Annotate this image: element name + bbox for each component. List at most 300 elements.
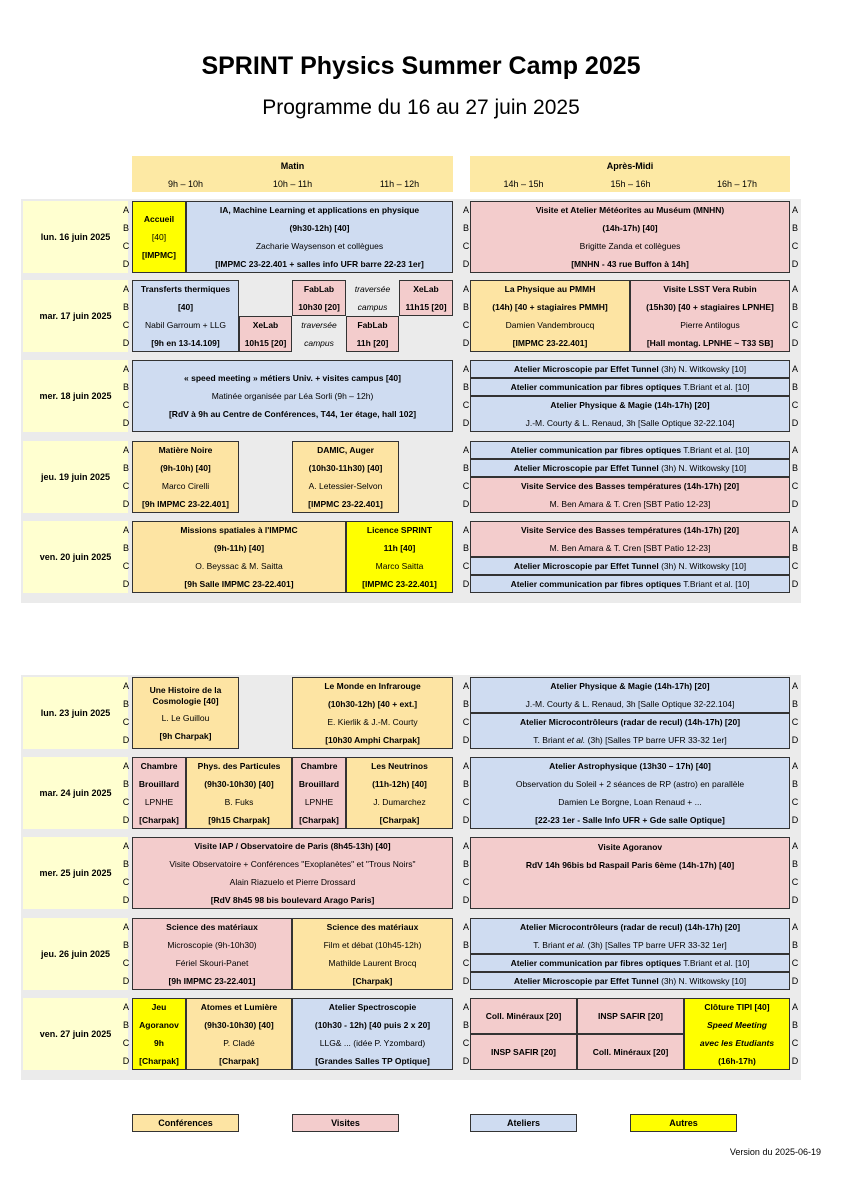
event-xelab	[399, 280, 453, 316]
row-letter: C	[122, 481, 130, 491]
event-line: campus	[357, 302, 388, 312]
row-letter: B	[462, 1020, 469, 1030]
row-letter: A	[791, 205, 798, 215]
row-letter: B	[462, 382, 469, 392]
row-letter: C	[122, 241, 130, 251]
event-damic	[292, 441, 399, 513]
event-meteorites	[470, 201, 790, 273]
event-line: Brigitte Zanda et collègues	[579, 241, 681, 251]
event-line: Observation du Soleil + 2 séances de RP (astro) en parallèle	[515, 779, 745, 789]
row-letter: A	[122, 841, 129, 851]
event-line: (11h-12h) [40]	[372, 779, 427, 789]
event-line: (9h-11h) [40]	[213, 543, 265, 553]
event-title: Visite LSST Vera Rubin	[663, 284, 757, 294]
row-letter: C	[462, 877, 470, 887]
row-letter: C	[791, 561, 799, 571]
event-title: Atelier communication par fibres optiques	[510, 579, 682, 589]
event-title: Matière Noire	[158, 445, 213, 455]
day-label: lun. 23 juin 2025	[23, 677, 128, 749]
row-letter: C	[122, 797, 130, 807]
event-line: T.Briant et al. [10]	[681, 579, 750, 589]
row-letter: D	[122, 735, 130, 745]
event-science-materiaux	[132, 918, 292, 990]
row-letter: D	[122, 1056, 130, 1066]
event-microscopie	[470, 557, 790, 575]
event-lsst	[630, 280, 790, 352]
event-title: Missions spatiales à l'IMPMC	[180, 525, 298, 535]
day-label: mar. 17 juin 2025	[23, 280, 128, 352]
row-letter: C	[791, 958, 799, 968]
event-title: Atelier Spectroscopie	[328, 1002, 417, 1012]
event-line: Speed Meeting	[707, 1020, 767, 1030]
row-letter: C	[122, 958, 130, 968]
event-line: (3h) [Salles TP barre UFR 33-32 1er]	[585, 735, 727, 745]
event-astrophysique	[470, 757, 790, 829]
slot-label: 11h – 12h	[379, 179, 420, 189]
row-letter: A	[791, 761, 798, 771]
event-line: (3h) N. Witkowsky [10]	[658, 364, 747, 374]
event-neutrinos	[346, 757, 453, 829]
event-insp-safir	[577, 998, 684, 1034]
row-letter: D	[462, 976, 470, 986]
event-line: L. Le Guillou	[161, 712, 210, 723]
event-line: (10h30-11h30) [40]	[308, 463, 383, 473]
event-title: Brouillard	[298, 779, 340, 789]
row-letter: B	[791, 779, 798, 789]
slot-label: 10h – 11h	[272, 179, 313, 189]
row-letter: D	[462, 259, 470, 269]
event-room: [9h Charpak]	[159, 730, 212, 741]
row-letter: C	[122, 400, 130, 410]
event-line: (9h30-10h30) [40]	[204, 779, 274, 789]
event-line: (16h-17h)	[718, 1056, 756, 1066]
event-line: J. Dumarchez	[373, 797, 426, 807]
event-matiere-noire	[132, 441, 239, 513]
row-letter: C	[462, 1038, 470, 1048]
event-room: [10h30 Amphi Charpak]	[325, 735, 420, 745]
event-infrarouge	[292, 677, 453, 749]
event-title: « speed meeting » métiers Univ. + visites campus [40]	[184, 373, 401, 383]
row-letter: A	[791, 445, 798, 455]
row-letter: A	[791, 922, 798, 932]
event-line: [40]	[151, 232, 167, 242]
row-letter: D	[122, 976, 130, 986]
event-missions	[132, 521, 346, 593]
slot-label: 15h – 16h	[610, 179, 651, 189]
event-room: [IMPMC 23-22.401]	[308, 499, 383, 509]
event-room: [IMPMC 23-22.401]	[362, 579, 437, 589]
row-letter: B	[791, 382, 798, 392]
row-letter: C	[462, 717, 470, 727]
event-room: [IMPMC 23-22.401 + salles info UFR barre 22-23 1er]	[215, 259, 424, 269]
row-letter: D	[791, 499, 799, 509]
event-speed-meeting	[132, 360, 453, 432]
event-collection-mineraux	[470, 998, 577, 1034]
day-label: ven. 27 juin 2025	[23, 998, 128, 1070]
event-microscopie	[470, 360, 790, 378]
event-line: J.-M. Courty & L. Renaud, 3h [Salle Optique 32-22.104]	[525, 699, 735, 709]
row-letter: A	[462, 761, 469, 771]
row-letter: C	[791, 320, 799, 330]
event-science-materiaux	[292, 918, 453, 990]
row-letter: D	[791, 418, 799, 428]
row-letter: A	[462, 364, 469, 374]
row-letter: A	[462, 681, 469, 691]
event-room: [Charpak]	[219, 1056, 259, 1066]
event-line: A. Letessier-Selvon	[308, 481, 383, 491]
row-letter: D	[791, 259, 799, 269]
event-title: XeLab	[252, 320, 279, 330]
event-title: Chambre	[140, 761, 178, 771]
event-room: [22-23 1er - Salle Info UFR + Gde salle Optique]	[535, 815, 725, 825]
event-title: Atelier Physique & Magie (14h-17h) [20]	[550, 400, 710, 410]
legend-visites: Visites	[292, 1114, 399, 1132]
event-room: [RdV 8h45 98 bis boulevard Arago Paris]	[210, 895, 375, 905]
row-letter: B	[791, 940, 798, 950]
event-line: avec les Etudiants	[699, 1038, 775, 1048]
event-fibres	[470, 575, 790, 593]
event-room: [Charpak]	[379, 815, 420, 825]
row-letter: B	[462, 859, 469, 869]
event-basses-temperatures	[470, 477, 790, 513]
event-line: LPNHE	[144, 797, 174, 807]
event-room: [Charpak]	[139, 815, 179, 825]
row-letter: B	[791, 223, 798, 233]
row-letter: A	[122, 364, 129, 374]
row-letter: C	[462, 400, 470, 410]
row-letter: D	[791, 735, 799, 745]
row-letter: A	[791, 525, 798, 535]
row-letter: B	[791, 463, 798, 473]
event-physique-particules	[186, 757, 292, 829]
row-letter: C	[791, 241, 799, 251]
event-accueil	[132, 201, 186, 273]
day-label: ven. 20 juin 2025	[23, 521, 128, 593]
event-line: 10h30 [20]	[298, 302, 340, 312]
event-line: Damien Vandembroucq	[505, 320, 595, 330]
event-title: Licence SPRINT	[366, 525, 433, 535]
event-magie	[470, 396, 790, 432]
event-room: [Charpak]	[352, 976, 393, 986]
event-title: Une Histoire de la Cosmologie [40]	[149, 684, 222, 706]
row-letter: C	[791, 400, 799, 410]
event-line: Pierre Antilogus	[680, 320, 740, 330]
event-room: [Charpak]	[139, 1056, 179, 1066]
event-collection-mineraux	[577, 1034, 684, 1070]
event-line: Damien Le Borgne, Loan Renaud + ...	[558, 797, 702, 807]
event-line: Marco Cirelli	[161, 481, 210, 491]
event-title: Atelier Physique & Magie (14h-17h) [20]	[550, 681, 710, 691]
event-line: T. Briant	[533, 735, 567, 745]
event-microscopie	[470, 972, 790, 990]
row-letter: A	[791, 841, 798, 851]
version-label: Version du 2025-06-19	[729, 1147, 821, 1157]
event-title: Brouillard	[138, 779, 180, 789]
row-letter: A	[462, 1002, 469, 1012]
row-letter: B	[791, 302, 798, 312]
event-line: et al.	[566, 940, 586, 950]
event-title: INSP SAFIR [20]	[490, 1047, 557, 1057]
event-room: [Hall montag. LPNHE ~ T33 SB]	[646, 338, 774, 348]
event-title: Visite Service des Basses températures (14h-17h) [20]	[520, 481, 740, 491]
event-licence	[346, 521, 453, 593]
legend-ateliers: Ateliers	[470, 1114, 577, 1132]
event-room: [9h IMPMC 23-22.401]	[142, 499, 229, 509]
event-title: Accueil	[143, 214, 175, 224]
row-letter: A	[462, 284, 469, 294]
event-histoire-cosmologie	[132, 677, 239, 749]
event-title: Atomes et Lumière	[200, 1002, 278, 1012]
event-xelab	[239, 316, 292, 352]
event-line: T. Briant	[533, 940, 567, 950]
event-magie	[470, 677, 790, 713]
event-title: Visite Agoranov	[597, 842, 663, 852]
row-letter: C	[122, 717, 130, 727]
day-label: jeu. 19 juin 2025	[23, 441, 128, 513]
event-line: (14h-17h) [40]	[602, 223, 658, 233]
event-title: Visite Service des Basses températures (14h-17h) [20]	[520, 525, 740, 535]
event-line: (9h30-12h) [40]	[289, 223, 350, 233]
event-line: (14h) [40 + stagiaires PMMH]	[492, 302, 608, 312]
event-line: Mathilde Laurent Brocq	[328, 958, 417, 968]
row-letter: D	[122, 895, 130, 905]
event-jeu-agoranov	[132, 998, 186, 1070]
event-line: Visite Observatoire + Conférences "Exoplanètes" et "Trous Noirs"	[169, 859, 416, 869]
row-letter: C	[462, 797, 470, 807]
event-line: (10h30 - 12h) [40 puis 2 x 20]	[314, 1020, 431, 1030]
row-letter: D	[462, 499, 470, 509]
event-title: Coll. Minéraux [20]	[592, 1047, 669, 1057]
row-letter: A	[462, 445, 469, 455]
event-title: Atelier communication par fibres optiques	[510, 958, 682, 968]
row-letter: A	[122, 525, 129, 535]
event-room: [MNHN - 43 rue Buffon à 14h]	[571, 259, 689, 269]
row-letter: B	[791, 699, 798, 709]
event-transferts	[132, 280, 239, 352]
row-letter: D	[122, 259, 130, 269]
event-line: Fériel Skouri-Panet	[175, 958, 249, 968]
event-room: [9h15 Charpak]	[208, 815, 270, 825]
event-line: J.-M. Courty & L. Renaud, 3h [Salle Optique 32-22.104]	[525, 418, 735, 428]
event-fibres	[470, 441, 790, 459]
event-chambre-brouillard	[292, 757, 346, 829]
event-iap	[132, 837, 453, 909]
event-line: 11h [20]	[356, 338, 389, 348]
event-line: Film et débat (10h45-12h)	[323, 940, 422, 950]
row-letter: D	[791, 338, 799, 348]
row-letter: D	[122, 499, 130, 509]
row-letter: D	[122, 579, 130, 589]
row-letter: B	[791, 543, 798, 553]
row-letter: C	[462, 320, 470, 330]
event-title: La Physique au PMMH	[504, 284, 596, 294]
row-letter: C	[791, 797, 799, 807]
event-title: FabLab	[303, 284, 335, 294]
row-letter: A	[462, 525, 469, 535]
event-room: [IMPMC]	[142, 250, 176, 260]
row-letter: B	[462, 302, 469, 312]
row-letter: B	[462, 223, 469, 233]
row-letter: A	[122, 681, 129, 691]
event-line: (9h30-10h30) [40]	[204, 1020, 274, 1030]
row-letter: D	[462, 579, 470, 589]
row-letter: D	[791, 1056, 799, 1066]
event-line: Matinée organisée par Léa Sorli (9h – 12h)	[211, 391, 374, 401]
row-letter: D	[462, 338, 470, 348]
row-letter: B	[122, 223, 129, 233]
event-title: XeLab	[413, 284, 439, 294]
event-line: Zacharie Waysenson et collègues	[255, 241, 384, 251]
event-room: [Charpak]	[299, 815, 339, 825]
event-title: Atelier Microscopie par Effet Tunnel	[513, 364, 659, 374]
event-line: T.Briant et al. [10]	[681, 445, 750, 455]
event-microscopie	[470, 459, 790, 477]
event-line: P. Cladé	[223, 1038, 255, 1048]
row-letter: B	[462, 463, 469, 473]
event-line: O. Beyssac & M. Saitta	[195, 561, 283, 571]
event-line: T.Briant et al. [10]	[681, 382, 750, 392]
row-letter: B	[122, 543, 129, 553]
event-title: DAMIC, Auger	[317, 445, 374, 455]
event-line: E. Kierlik & J.-M. Courty	[327, 717, 418, 727]
event-line: (3h) N. Witkowsky [10]	[658, 976, 747, 986]
event-line: (3h) [Salles TP barre UFR 33-32 1er]	[585, 940, 727, 950]
day-label: jeu. 26 juin 2025	[23, 918, 128, 990]
event-ia	[186, 201, 453, 273]
row-letter: D	[462, 895, 470, 905]
row-letter: A	[122, 761, 129, 771]
event-title: Atelier communication par fibres optiques	[510, 445, 682, 455]
event-line: LLG& ... (idée P. Yzombard)	[319, 1038, 426, 1048]
event-fibres	[470, 378, 790, 396]
event-title: Les Neutrinos	[371, 761, 428, 771]
day-label: mar. 24 juin 2025	[23, 757, 128, 829]
row-letter: B	[462, 699, 469, 709]
event-room: [IMPMC 23-22.401]	[512, 338, 588, 348]
event-title: Atelier communication par fibres optiques	[510, 382, 682, 392]
row-letter: C	[791, 877, 799, 887]
row-letter: C	[122, 320, 130, 330]
event-pmmh	[470, 280, 630, 352]
row-letter: D	[462, 418, 470, 428]
event-title: Atelier Microscopie par Effet Tunnel	[513, 976, 659, 986]
row-letter: A	[791, 284, 798, 294]
event-title: IA, Machine Learning et applications en physique	[219, 205, 420, 215]
event-title: Visite IAP / Observatoire de Paris (8h45-13h) [40]	[194, 841, 391, 851]
event-title: Transferts thermiques	[140, 284, 231, 294]
event-title: Atelier Microscopie par Effet Tunnel	[513, 463, 659, 473]
event-line: Nabil Garroum + LLG	[144, 320, 227, 330]
row-letter: D	[791, 976, 799, 986]
row-letter: B	[122, 463, 129, 473]
row-letter: B	[462, 940, 469, 950]
event-line: (10h30-12h) [40 + ext.]	[327, 699, 418, 709]
row-letter: C	[122, 561, 130, 571]
event-title: Chambre	[300, 761, 338, 771]
event-title: Clôture TIPI [40]	[704, 1002, 770, 1012]
event-basses-temperatures	[470, 521, 790, 557]
page-subtitle: Programme du 16 au 27 juin 2025	[262, 96, 580, 119]
row-letter: D	[462, 1056, 470, 1066]
row-letter: A	[791, 364, 798, 374]
event-line: LPNHE	[304, 797, 334, 807]
event-room: [Grandes Salles TP Optique]	[315, 1056, 430, 1066]
event-title: FabLab	[357, 320, 388, 330]
event-room: [9h IMPMC 23-22.401]	[168, 976, 256, 986]
row-letter: A	[122, 284, 129, 294]
row-letter: A	[122, 205, 129, 215]
row-letter: D	[122, 418, 130, 428]
event-line: Marco Saitta	[375, 561, 424, 571]
row-letter: B	[791, 859, 798, 869]
row-letter: C	[791, 481, 799, 491]
afternoon-label: Après-Midi	[606, 161, 654, 171]
row-letter: D	[791, 895, 799, 905]
row-letter: A	[462, 841, 469, 851]
row-letter: D	[122, 815, 130, 825]
row-letter: D	[791, 815, 799, 825]
row-letter: B	[462, 779, 469, 789]
row-letter: D	[791, 579, 799, 589]
event-line: RdV 14h 96bis bd Raspail Paris 6ème (14h-17h) [40]	[525, 860, 735, 870]
traversee-campus	[346, 280, 399, 316]
event-spectroscopie	[292, 998, 453, 1070]
slot-label: 16h – 17h	[716, 179, 758, 189]
event-atomes-lumiere	[186, 998, 292, 1070]
row-letter: D	[462, 815, 470, 825]
event-line: B. Fuks	[224, 797, 254, 807]
event-line: 11h [40]	[383, 543, 416, 553]
row-letter: C	[462, 241, 470, 251]
event-title: Science des matériaux	[166, 922, 258, 932]
event-fablab	[346, 316, 399, 352]
row-letter: C	[122, 1038, 130, 1048]
event-fibres	[470, 954, 790, 972]
row-letter: D	[462, 735, 470, 745]
row-letter: B	[791, 1020, 798, 1030]
event-room: [9h Salle IMPMC 23-22.401]	[184, 579, 294, 589]
event-line: Alain Riazuelo et Pierre Drossard	[229, 877, 356, 887]
event-title: Atelier Astrophysique (13h30 – 17h) [40]	[549, 761, 711, 771]
event-chambre-brouillard	[132, 757, 186, 829]
legend-autres: Autres	[630, 1114, 737, 1132]
row-letter: C	[791, 717, 799, 727]
row-letter: A	[791, 681, 798, 691]
row-letter: C	[462, 561, 470, 571]
event-line: traversée	[301, 320, 337, 330]
day-label: mer. 25 juin 2025	[23, 837, 128, 909]
row-letter: A	[462, 205, 469, 215]
event-title: Phys. des Particules	[197, 761, 281, 771]
event-line: 9h	[154, 1038, 164, 1048]
event-title: Coll. Minéraux [20]	[485, 1011, 562, 1021]
slot-label: 9h – 10h	[167, 179, 204, 189]
traversee-campus	[292, 316, 346, 352]
event-line: (3h) N. Witkowsky [10]	[658, 463, 747, 473]
event-agoranov	[470, 837, 790, 909]
row-letter: C	[122, 877, 130, 887]
row-letter: A	[122, 1002, 129, 1012]
row-letter: A	[791, 1002, 798, 1012]
page-title: SPRINT Physics Summer Camp 2025	[201, 52, 641, 80]
event-title: Atelier Microscopie par Effet Tunnel	[513, 561, 659, 571]
event-line: et al.	[566, 735, 586, 745]
row-letter: B	[122, 859, 129, 869]
event-room: [RdV à 9h au Centre de Conférences, T44, 1er étage, hall 102]	[168, 409, 417, 419]
event-line: 10h15 [20]	[244, 338, 287, 348]
event-line: T.Briant et al. [10]	[681, 958, 750, 968]
event-line: (15h30) [40 + stagiaires LPNHE]	[646, 302, 774, 312]
